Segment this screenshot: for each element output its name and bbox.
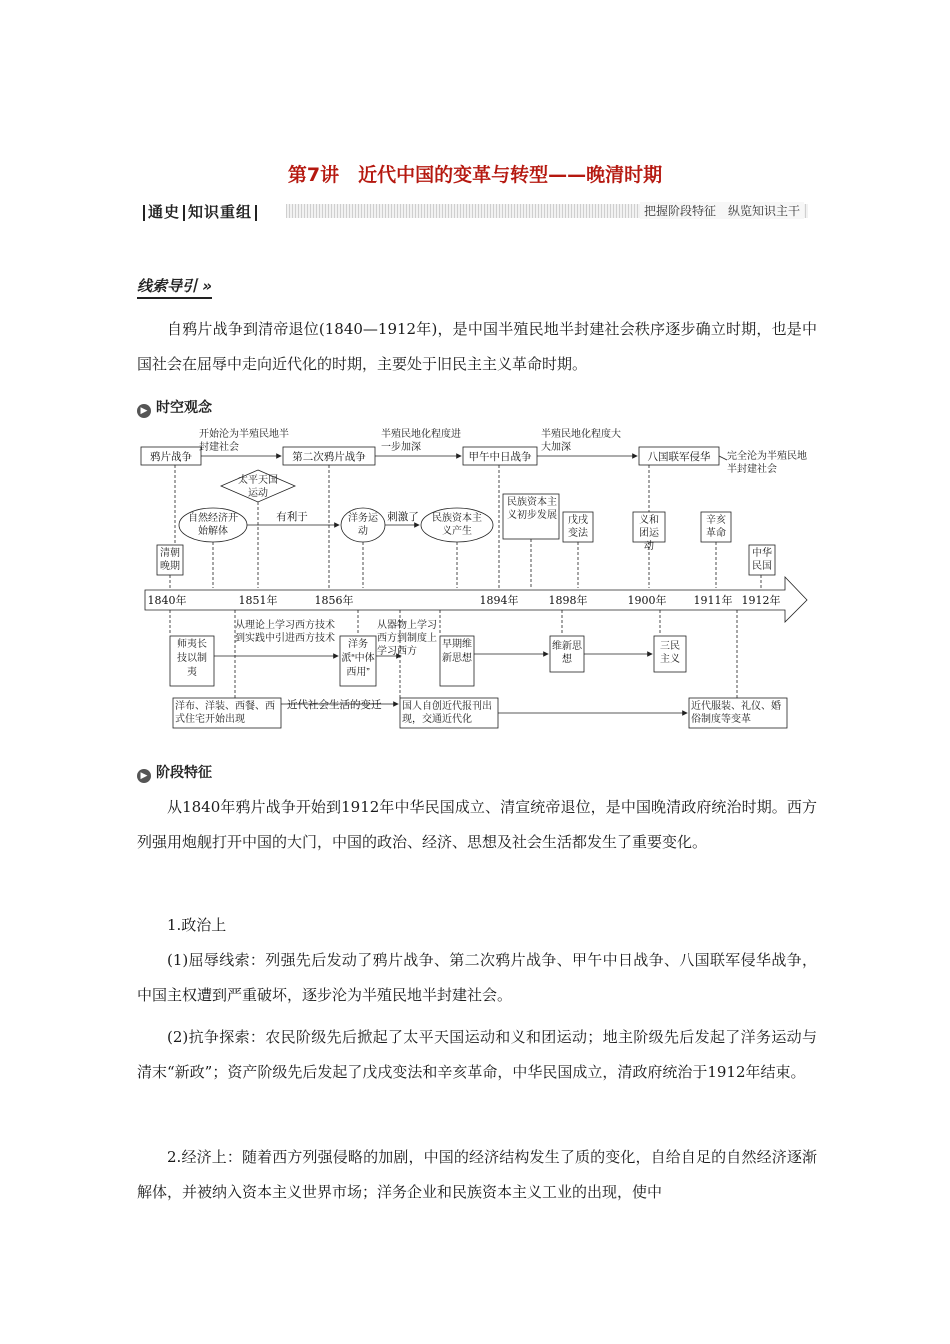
life-customs-reform: 近代服装、礼仪、婚俗制度等变革 [691, 701, 781, 725]
section-stage [137, 762, 212, 783]
play-icon: ▶ [137, 404, 151, 418]
banner-slogan: 把握阶段特征 纵览知识主干 [640, 202, 804, 219]
politics-point-2: (2)抗争探索：农民阶级先后掀起了太平天国运动和义和团运动；地主阶级先后发起了洋务运动与清末“新政”；资产阶级先后发起了戊戌变法和辛亥革命，中华民国成立，清政府统治于1912年结束。 [137, 1028, 817, 1081]
thought-theory-to-practice: 从理论上学习西方技术到实践中引进西方技术 [235, 620, 335, 644]
thought-learn-from-west: 师夷长技以制夷 [177, 639, 207, 678]
boxer-movement: 义和团运动 [639, 515, 659, 552]
year-1856: 1856年 [314, 594, 354, 607]
westernization-movement: 洋务运动 [348, 513, 378, 537]
note-semi-colonial-start: 开始沦为半殖民地半封建社会 [199, 429, 289, 453]
note-greatly-deepened: 半殖民地化程度大大加深 [541, 429, 621, 453]
event-sino-japanese-war: 甲午中日战争 [468, 451, 532, 463]
double-chevron-icon: » [202, 277, 212, 295]
economy-paragraph: 2.经济上：随着西方列强侵略的加剧，中国的经济结构发生了质的变化，自给自足的自然经济逐渐解体，并被纳入资本主义世界市场；洋务企业和民族资本主义工业的出现，使中 [137, 1148, 817, 1201]
wuxu-reform: 戊戌变法 [568, 515, 588, 539]
play-icon: ▶ [137, 769, 151, 783]
intro-paragraph: 自鸦片战争到清帝退位(1840—1912年)，是中国半殖民地半封建社会秩序逐步确立时期，也是中国社会在屈辱中走向近代化的时期，主要处于旧民主主义革命时期。 [137, 320, 817, 373]
year-1911: 1911年 [693, 594, 733, 607]
life-western-goods: 洋布、洋装、西餐、西式住宅开始出现 [175, 701, 275, 725]
clue-heading [137, 275, 212, 299]
section-banner [140, 201, 808, 221]
note-fully-semi-colonial: 完全沦为半殖民地半封建社会 [727, 451, 807, 475]
year-1851: 1851年 [238, 594, 278, 607]
timeline-diagram [137, 422, 813, 734]
year-1898: 1898年 [548, 594, 588, 607]
section-spacetime [137, 397, 212, 418]
thought-three-principles: 三民主义 [660, 641, 680, 665]
section-spacetime-label: 时空观念 [156, 400, 212, 416]
banner-label-a: 通史 [148, 203, 181, 221]
thought-early-reform: 早期维新思想 [442, 639, 472, 664]
late-qing: 清朝晚期 [160, 548, 180, 572]
taiping-movement: 太平天国运动 [238, 475, 278, 499]
note-deepened: 半殖民地化程度进一步加深 [381, 429, 461, 453]
section-stage-label: 阶段特征 [156, 765, 212, 781]
page-title: 第7讲 近代中国的变革与转型——晚清时期 [287, 164, 663, 186]
thought-objects-to-systems: 从器物上学习西方到制度上学习西方 [377, 620, 437, 657]
politics-point-1: (1)屈辱线索：列强先后发动了鸦片战争、第二次鸦片战争、甲午中日战争、八国联军侵华战争，中国主权遭到严重破坏，逐步沦为半殖民地半封建社会。 [137, 951, 817, 1004]
year-1900: 1900年 [627, 594, 667, 607]
clue-heading-text: 线索导引 [137, 277, 198, 295]
event-eight-nation-alliance: 八国联军侵华 [647, 451, 711, 463]
thought-reform: 维新思想 [552, 641, 582, 665]
national-capitalism-growth: 民族资本主义初步发展 [507, 497, 557, 521]
label-beneficial: 有利于 [276, 511, 308, 523]
banner-label-b: 知识重组 [188, 203, 253, 221]
national-capitalism-birth: 民族资本主义产生 [432, 513, 482, 537]
life-social-change: 近代社会生活的变迁 [287, 699, 382, 711]
label-stimulated: 刺激了 [387, 511, 419, 523]
thought-zhongti-xiyong: 洋务派“中体西用” [341, 639, 375, 678]
banner-label [140, 201, 260, 221]
republic-of-china: 中华民国 [752, 548, 772, 572]
year-1840: 1840年 [147, 594, 187, 607]
politics-heading: 1.政治上 [167, 916, 227, 934]
xinhai-revolution: 辛亥革命 [706, 515, 726, 539]
event-opium-war: 鸦片战争 [150, 451, 192, 463]
event-second-opium-war: 第二次鸦片战争 [292, 451, 366, 463]
year-1894: 1894年 [479, 594, 519, 607]
natural-economy-collapse: 自然经济开始解体 [188, 513, 238, 537]
year-1912: 1912年 [741, 594, 781, 607]
life-newspapers-transport: 国人自创近代报刊出现，交通近代化 [402, 701, 492, 725]
stage-intro-paragraph: 从1840年鸦片战争开始到1912年中华民国成立、清宣统帝退位，是中国晚清政府统治时期。西方列强用炮舰打开中国的大门，中国的政治、经济、思想及社会生活都发生了重要变化。 [137, 798, 817, 851]
